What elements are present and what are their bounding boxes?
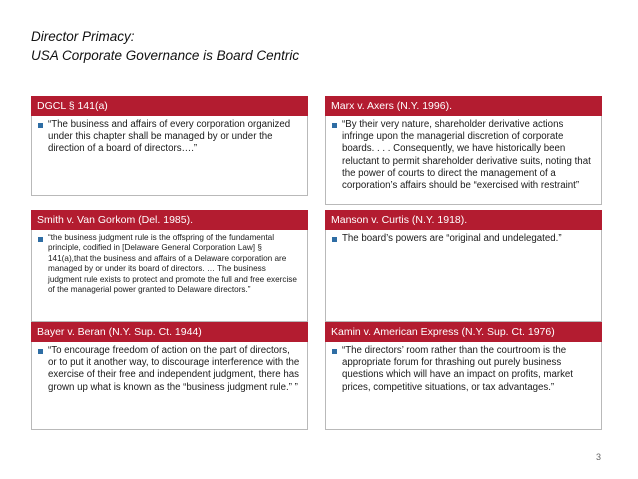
quote-text: “The directors’ room rather than the courtroom is the appropriate forum for thrashing out purely business questions which will have an impact on profits, market prices, competitive situations, or tax advantages.” bbox=[342, 345, 573, 393]
panel-body bbox=[31, 230, 308, 322]
panel-header: Bayer v. Beran (N.Y. Sup. Ct. 1944) bbox=[31, 322, 308, 342]
bullet-square-icon bbox=[38, 349, 43, 354]
quote-bullet bbox=[38, 345, 301, 394]
panel-body bbox=[325, 342, 602, 430]
panel-header: DGCL § 141(a) bbox=[31, 96, 308, 116]
panel-marx-v-axers bbox=[325, 96, 602, 205]
quote-bullet bbox=[38, 119, 301, 156]
panel-header: Smith v. Van Gorkom (Del. 1985). bbox=[31, 210, 308, 230]
quote-text: “By their very nature, shareholder derivative actions infringe upon the managerial discretion of corporate boards. . . . Consequently, we have historically been reluctant to permit shareholder derivative suits, noting that the power of courts to direct the management of a corporation’s affairs should be “exercised with restraint” bbox=[342, 119, 591, 192]
quote-text: “To encourage freedom of action on the part of directors, or to put it another way, to discourage interference with the exercise of their free and independent judgment, there has grown up what is known as the “business judgment rule.” ” bbox=[48, 345, 300, 393]
panel-body bbox=[325, 230, 602, 322]
bullet-square-icon bbox=[332, 123, 337, 128]
bullet-square-icon bbox=[332, 349, 337, 354]
quote-text: The board’s powers are “original and undelegated.” bbox=[342, 233, 562, 244]
quote-bullet bbox=[38, 233, 301, 295]
bullet-square-icon bbox=[38, 237, 43, 242]
panel-body bbox=[31, 342, 308, 430]
quote-text: “The business and affairs of every corporation organized under this chapter shall be managed by or under the direction of a board of directors….” bbox=[48, 119, 291, 155]
panel-header: Marx v. Axers (N.Y. 1996). bbox=[325, 96, 602, 116]
panel-bayer-v-beran bbox=[31, 322, 308, 430]
slide-title-line-1: Director Primacy: bbox=[31, 29, 135, 44]
quote-bullet bbox=[332, 233, 595, 245]
panel-manson-v-curtis bbox=[325, 210, 602, 322]
slide-title bbox=[31, 27, 591, 65]
slide-title-line-2: USA Corporate Governance is Board Centric bbox=[31, 48, 300, 63]
panel-dgcl bbox=[31, 96, 308, 196]
panel-smith-v-van-gorkom bbox=[31, 210, 308, 322]
panel-body bbox=[325, 116, 602, 205]
quote-bullet bbox=[332, 119, 595, 192]
panel-kamin-v-american-express bbox=[325, 322, 602, 430]
bullet-square-icon bbox=[332, 237, 337, 242]
panel-header: Manson v. Curtis (N.Y. 1918). bbox=[325, 210, 602, 230]
panel-header: Kamin v. American Express (N.Y. Sup. Ct. 1976) bbox=[325, 322, 602, 342]
page-number: 3 bbox=[596, 452, 602, 462]
quote-text: “the business judgment rule is the offspring of the fundamental principle, codified in [Delaware General Corporation Law] § 141(a),that the business and affairs of a Delaware corporation are managed by or under its board of directors. … The business judgment rule exists to protect and promote the full and free exercise of the managerial power granted to Delaware directors.” bbox=[48, 233, 297, 295]
bullet-square-icon bbox=[38, 123, 43, 128]
panel-body bbox=[31, 116, 308, 196]
quote-bullet bbox=[332, 345, 595, 394]
